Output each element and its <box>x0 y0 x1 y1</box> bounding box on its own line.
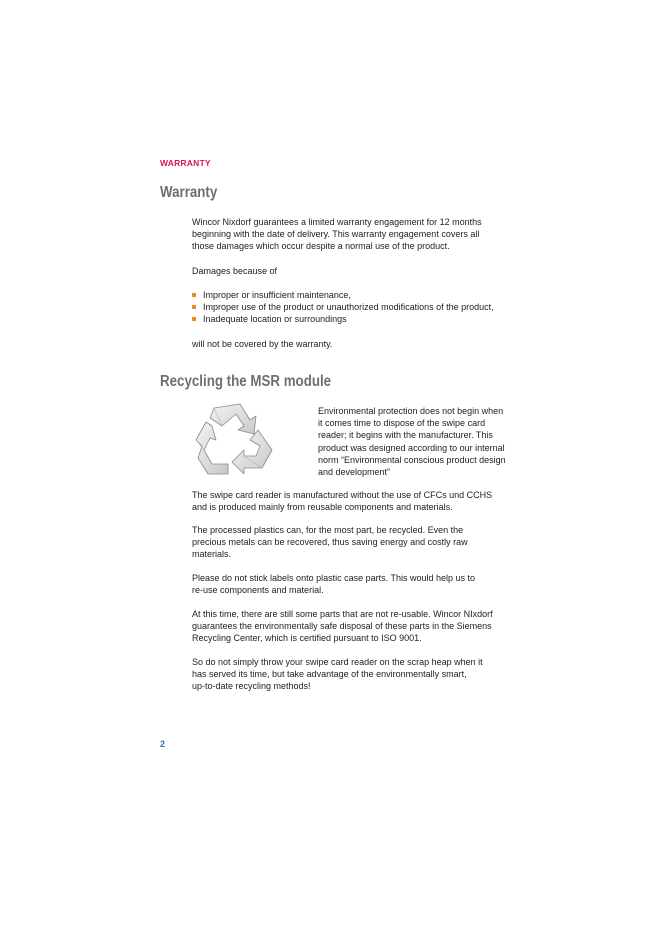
paragraph-line: materials. <box>192 549 232 560</box>
damages-list <box>192 289 494 326</box>
side-text-line: reader; it begins with the manufacturer. This <box>318 430 493 441</box>
paragraph-line: and is produced mainly from reusable components and materials. <box>192 502 453 513</box>
damages-intro <box>192 265 277 277</box>
warranty-closing-text: will not be covered by the warranty. <box>192 339 333 349</box>
paragraph-line: At this time, there are still some parts that are not re-usable. Wincor NIxdorf <box>192 609 493 619</box>
paragraph-line: Please do not stick labels onto plastic case parts. This would help us to <box>192 573 475 583</box>
side-text-line: norm “Environmental conscious product design <box>318 454 506 465</box>
list-item-text: Improper use of the product or unauthorized modifications of the product, <box>203 302 494 313</box>
recycling-heading: Recycling the MSR module <box>160 373 332 390</box>
bullet-square-icon <box>192 293 196 297</box>
paragraph-line: The processed plastics can, for the most part, be recycled. Even the <box>192 525 464 535</box>
warranty-heading: Warranty <box>160 184 218 201</box>
recycling-paragraph <box>192 608 493 645</box>
list-item <box>192 289 494 301</box>
recycling-paragraph <box>192 572 475 596</box>
warranty-closing <box>192 338 332 350</box>
recycling-paragraph <box>192 524 468 561</box>
list-item <box>192 301 494 313</box>
side-text-line: product was designed according to our internal <box>318 442 505 453</box>
warranty-intro-line: beginning with the date of delivery. This warranty engagement covers all <box>192 229 480 240</box>
paragraph-line: up-to-date recycling methods! <box>192 681 311 692</box>
warranty-intro <box>192 216 482 253</box>
paragraph-line: guarantees the environmentally safe disposal of these parts in the Siemens <box>192 621 492 632</box>
side-text-line: Environmental protection does not begin when <box>318 406 504 416</box>
paragraph-line: So do not simply throw your swipe card reader on the scrap heap when it <box>192 657 483 667</box>
list-item-text: Inadequate location or surroundings <box>203 314 347 325</box>
warranty-intro-line: those damages which occur despite a normal use of the product. <box>192 241 450 252</box>
paragraph-line: Recycling Center, which is certified pursuant to ISO 9001. <box>192 633 422 644</box>
side-text-line: it comes time to dispose of the swipe card <box>318 418 486 429</box>
paragraph-line: re-use components and material. <box>192 585 324 596</box>
bullet-square-icon <box>192 305 196 309</box>
paragraph-line: has served its time, but take advantage of the environmentally smart, <box>192 669 467 680</box>
paragraph-line: precious metals can be recovered, thus saving energy and costly raw <box>192 537 468 548</box>
list-item <box>192 313 494 325</box>
recycle-icon <box>192 400 276 478</box>
paragraph-line: The swipe card reader is manufactured without the use of CFCs und CCHS <box>192 490 493 500</box>
side-text-line: and development” <box>318 467 391 478</box>
section-label: WARRANTY <box>160 158 211 168</box>
recycling-paragraph <box>192 489 492 513</box>
recycling-side-text <box>318 405 506 478</box>
recycling-paragraph <box>192 656 483 693</box>
bullet-square-icon <box>192 317 196 321</box>
page-number: 2 <box>160 739 166 749</box>
damages-intro-text: Damages because of <box>192 266 278 276</box>
warranty-intro-line: Wincor Nixdorf guarantees a limited warranty engagement for 12 months <box>192 217 482 227</box>
list-item-text: Improper or insufficient maintenance, <box>203 290 351 300</box>
